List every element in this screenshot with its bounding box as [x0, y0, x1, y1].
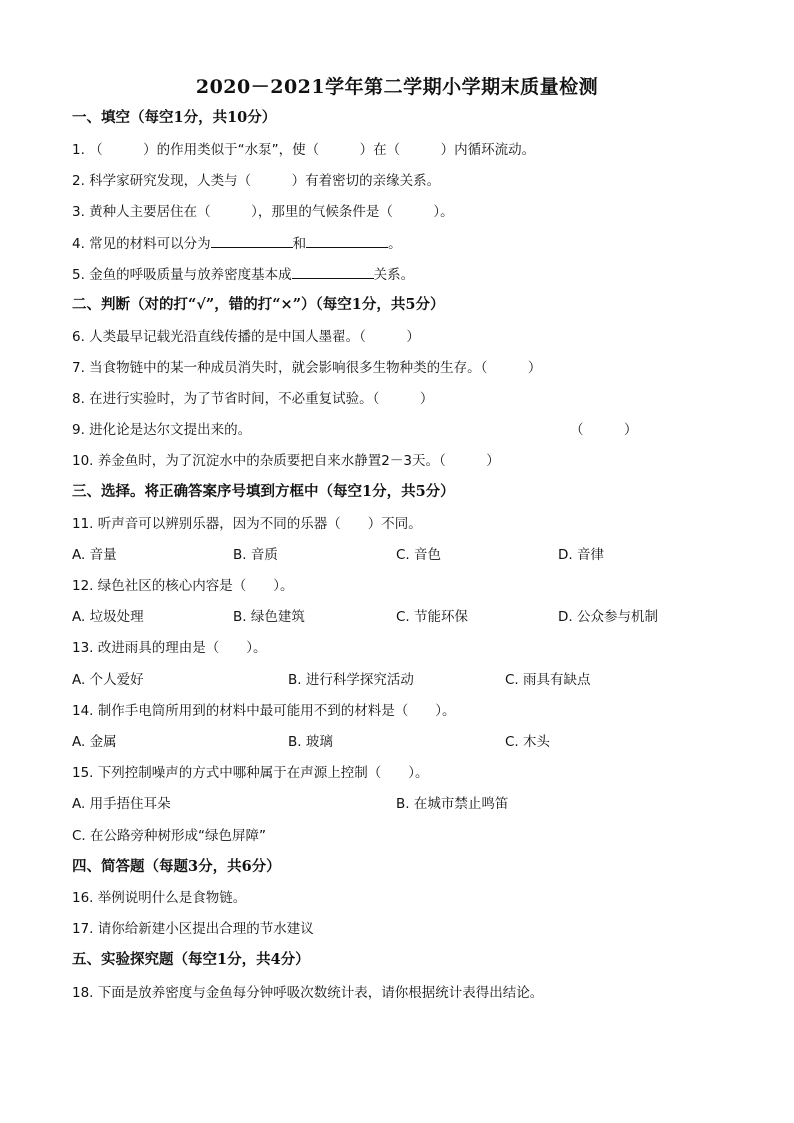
question-4	[72, 233, 402, 254]
option: B. 音质	[233, 547, 278, 563]
question-4-conj: 和	[292, 236, 307, 252]
question-9: 9. 进化论是达尔文提出来的。	[72, 422, 252, 438]
option: A. 垃圾处理	[72, 609, 144, 625]
question-7: 7. 当食物链中的某一种成员消失时，就会影响很多生物种类的生存。（ ）	[72, 360, 542, 376]
question-4-end: 。	[388, 236, 402, 252]
section-multiple-choice: 三、选择。将正确答案序号填到方框中（每空1分，共5分）	[72, 483, 455, 500]
option: D. 公众参与机制	[558, 609, 658, 625]
option: C. 在公路旁种树形成“绿色屏障”	[72, 828, 266, 844]
option: B. 绿色建筑	[233, 609, 305, 625]
question-3: 3. 黄种人主要居住在（ ），那里的气候条件是（ ）。	[72, 204, 454, 220]
option: B. 玻璃	[288, 734, 333, 750]
option: C. 音色	[396, 547, 442, 563]
section-short-answer: 四、简答题（每题3分，共6分）	[72, 858, 281, 875]
question-14: 14. 制作手电筒所用到的材料中最可能用不到的材料是（ ）。	[72, 703, 456, 719]
question-5	[72, 264, 414, 285]
question-1: 1. （ ）的作用类似于“水泵”，使（ ）在（ ）内循环流动。	[72, 142, 536, 158]
answer-blank[interactable]	[306, 233, 388, 248]
option: A. 音量	[72, 547, 117, 563]
option: C. 木头	[505, 734, 551, 750]
answer-blank[interactable]	[292, 264, 374, 279]
question-6: 6. 人类最早记载光沿直线传播的是中国人墨翟。（ ）	[72, 329, 420, 345]
option: B. 进行科学探究活动	[288, 672, 414, 688]
option: B. 在城市禁止鸣笛	[396, 796, 509, 812]
option: C. 雨具有缺点	[505, 672, 591, 688]
option: A. 个人爱好	[72, 672, 144, 688]
question-10: 10. 养金鱼时，为了沉淀水中的杂质要把自来水静置2－3天。（ ）	[72, 453, 500, 469]
section-true-false: 二、判断（对的打“√”，错的打“×”）（每空1分，共5分）	[72, 296, 445, 313]
question-8: 8. 在进行实验时，为了节省时间，不必重复试验。（ ）	[72, 391, 434, 407]
answer-blank[interactable]	[211, 233, 293, 248]
question-16: 16. 举例说明什么是食物链。	[72, 890, 247, 906]
option: D. 音律	[558, 547, 604, 563]
question-18: 18. 下面是放养密度与金鱼每分钟呼吸次数统计表，请你根据统计表得出结论。	[72, 985, 544, 1001]
option: C. 节能环保	[396, 609, 469, 625]
option: A. 金属	[72, 734, 117, 750]
section-experiment: 五、实验探究题（每空1分，共4分）	[72, 951, 310, 968]
question-17: 17. 请你给新建小区提出合理的节水建议	[72, 921, 314, 937]
question-12: 12. 绿色社区的核心内容是（ ）。	[72, 578, 294, 594]
question-15: 15. 下列控制噪声的方式中哪种属于在声源上控制（ ）。	[72, 765, 429, 781]
page-title: 2020－2021学年第二学期小学期末质量检测	[195, 76, 599, 98]
question-9-answer[interactable]: （ ）	[570, 422, 638, 438]
question-2: 2. 科学家研究发现，人类与（ ）有着密切的亲缘关系。	[72, 173, 441, 189]
question-11: 11. 听声音可以辨别乐器，因为不同的乐器（ ）不同。	[72, 516, 422, 532]
section-fill-blanks: 一、填空（每空1分，共10分）	[72, 109, 277, 126]
question-4-text: 4. 常见的材料可以分为	[72, 236, 211, 252]
question-5-end: 关系。	[373, 267, 415, 283]
option: A. 用手捂住耳朵	[72, 796, 171, 812]
question-13: 13. 改进雨具的理由是（ ）。	[72, 640, 267, 656]
question-5-text: 5. 金鱼的呼吸质量与放养密度基本成	[72, 267, 292, 283]
